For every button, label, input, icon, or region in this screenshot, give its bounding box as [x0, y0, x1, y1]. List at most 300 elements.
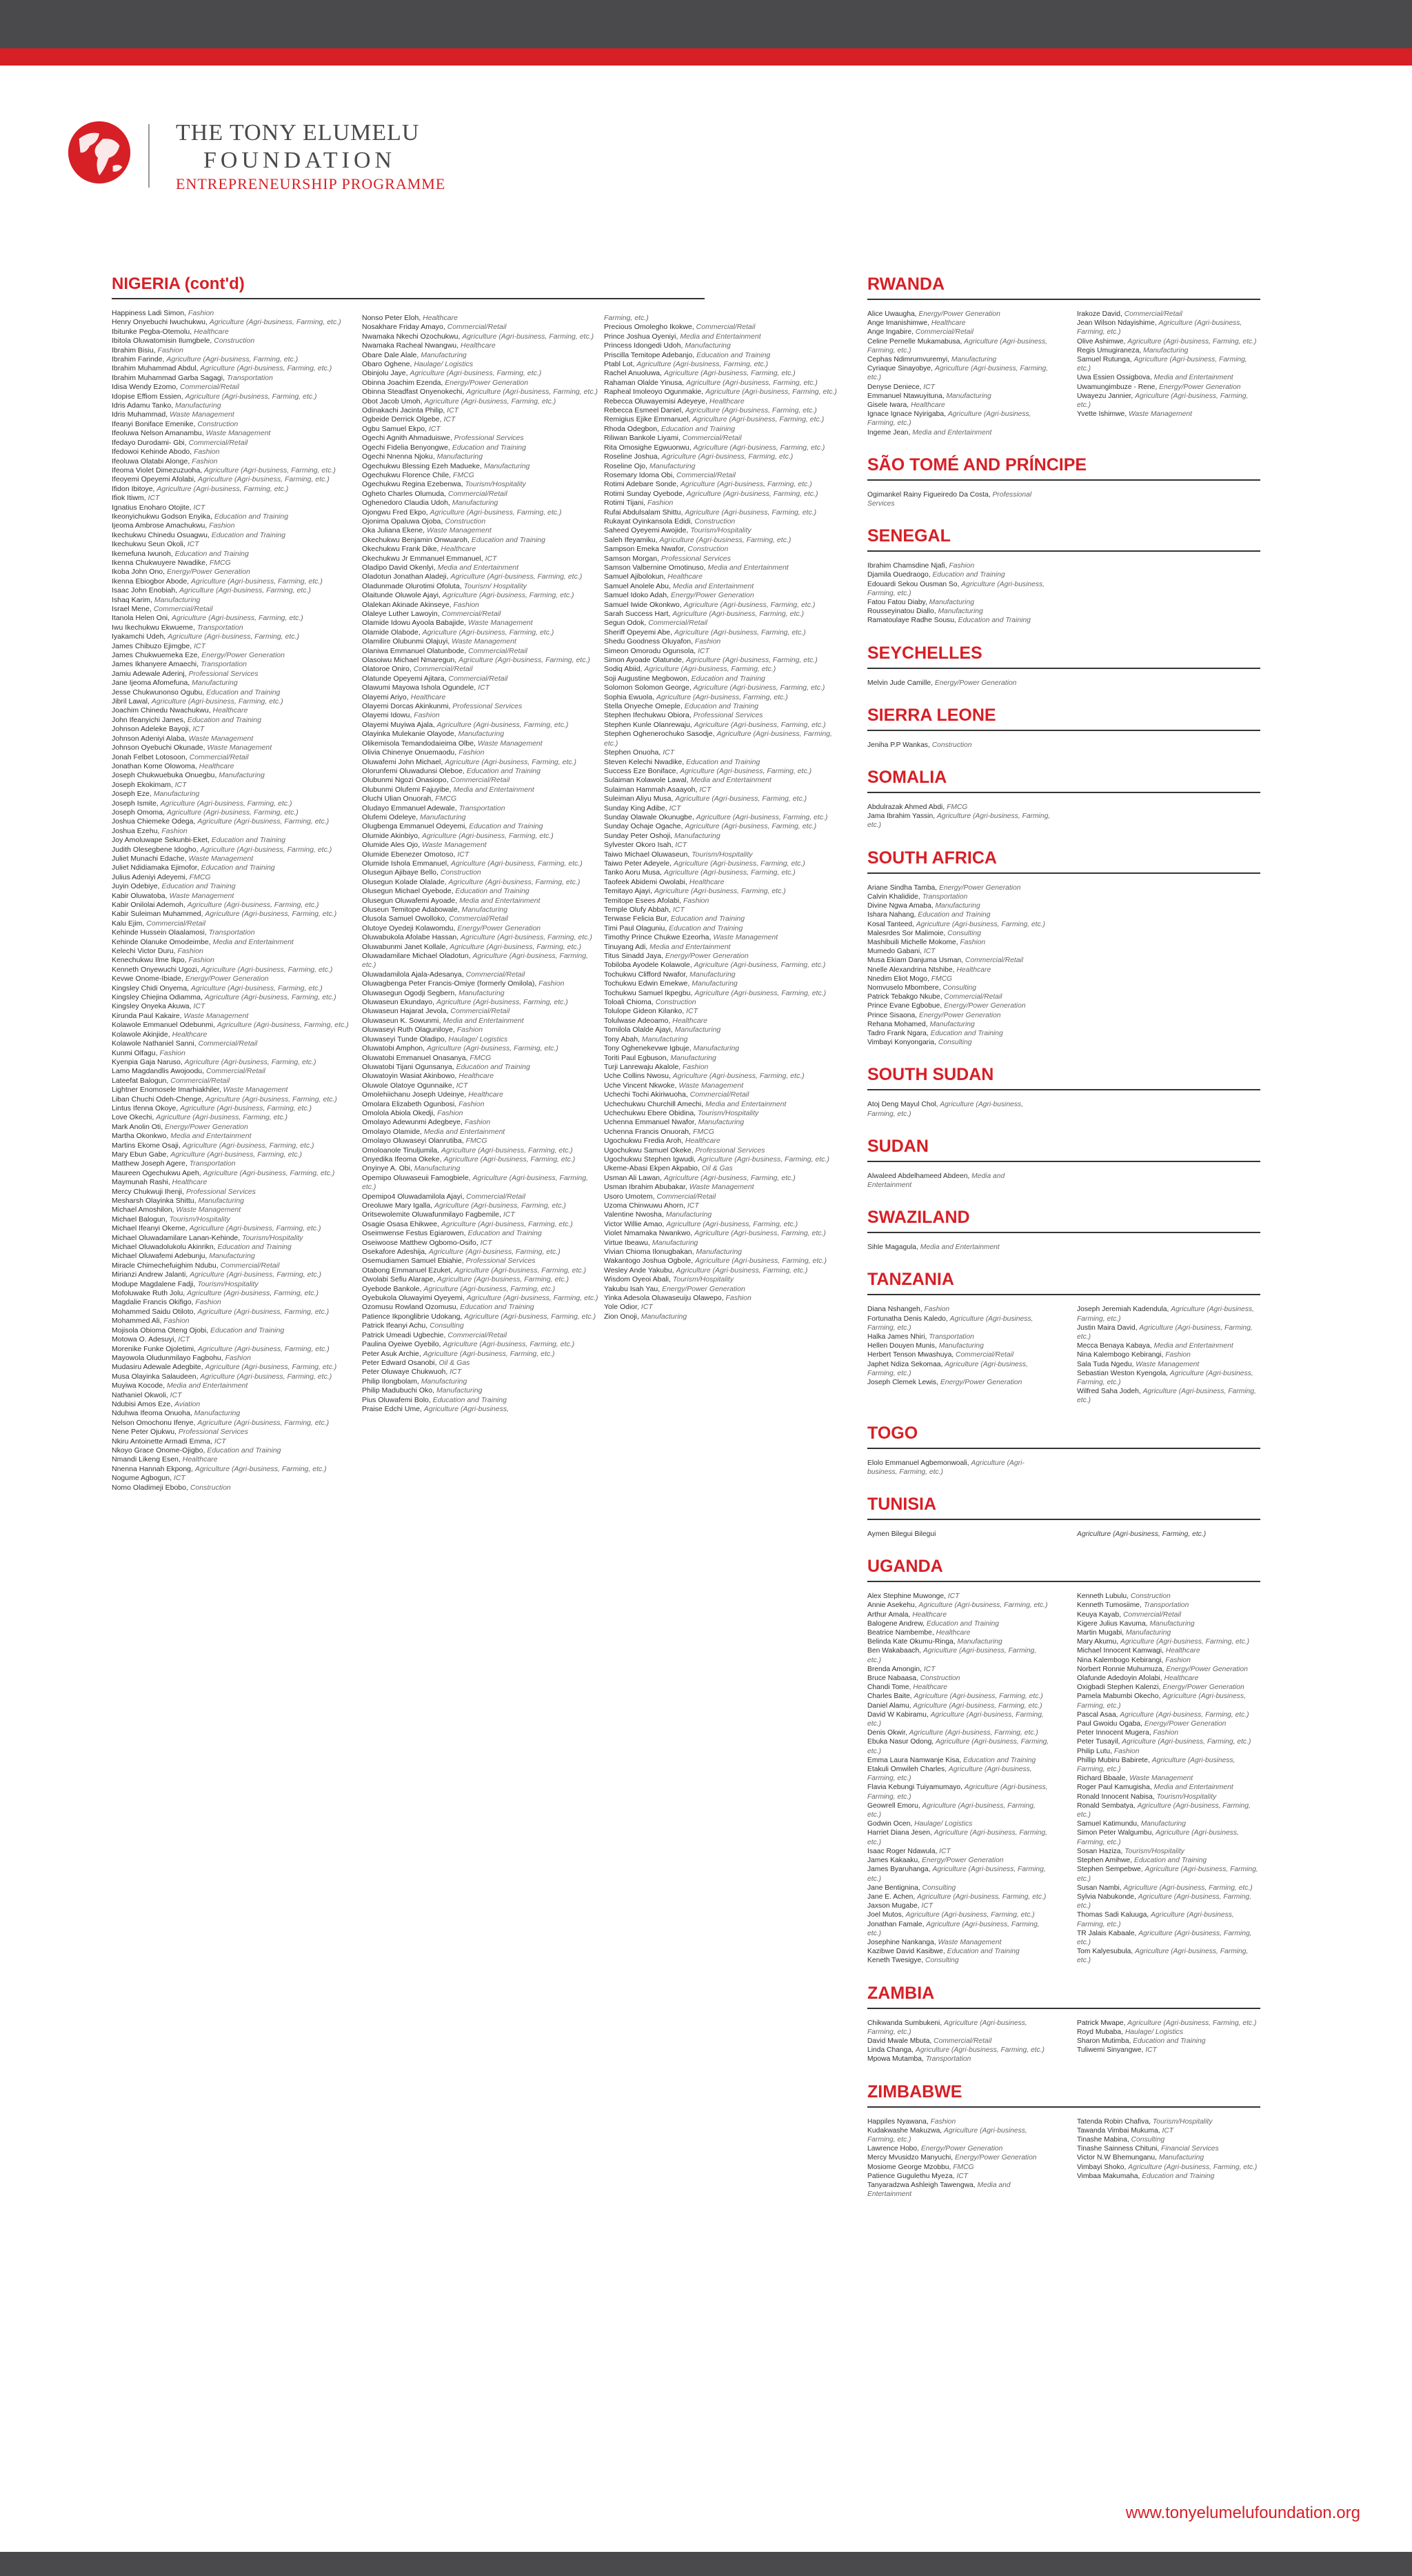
entrant-name: Martha Okonkwo, — [112, 1132, 171, 1141]
entrant-sector: Manufacturing — [698, 1118, 745, 1127]
entrant-item — [362, 1257, 603, 1266]
entrant-name: Obot Jacob Umoh, — [362, 397, 425, 406]
entrant-name: Michael Oluwadolukolu Akinrikn, — [112, 1243, 218, 1252]
entrant-item — [112, 984, 353, 993]
entrant-sector: Agriculture (Agri-business, Farming, etc.) — [676, 1266, 808, 1275]
entrant-item — [604, 758, 845, 767]
entrant-item — [604, 850, 845, 859]
entrant-item — [112, 1437, 353, 1446]
entrant-item — [1077, 1619, 1260, 1628]
entrant-sector: Fashion — [458, 1099, 485, 1108]
entrant-item — [362, 1081, 603, 1090]
entrant-item — [362, 471, 603, 480]
section-rule — [867, 1519, 1260, 1520]
entrant-item — [867, 947, 1051, 956]
entrant-sector: Commercial/Retail — [676, 470, 736, 479]
entrant-item — [362, 351, 603, 360]
entrant-item — [362, 397, 603, 406]
entrant-sector: Waste Management — [207, 743, 272, 752]
entrant-name: Bruce Nabaasa, — [867, 1675, 920, 1683]
entrant-name: Judith Olesegbene Idogho, — [112, 845, 201, 854]
entrant-sector: Manufacturing — [421, 1377, 467, 1386]
entrant-sector: Consulting — [430, 1321, 464, 1330]
entrant-sector: Construction — [440, 868, 481, 877]
entrant-sector: Fashion — [159, 1048, 185, 1057]
entrant-item — [1077, 1828, 1260, 1846]
entrant-sector: Manufacturing — [674, 831, 720, 840]
entrant-sector: Agriculture (Agri-business, Farming, etc.) — [867, 410, 1031, 428]
entrant-item — [112, 1345, 353, 1354]
entrant-name: Brenda Amongin, — [867, 1665, 924, 1673]
entrant-item — [867, 1592, 1051, 1601]
entrant-item — [112, 827, 353, 836]
entrant-item — [362, 637, 603, 646]
entrant-name: Timi Paul Olaguniu, — [604, 923, 669, 932]
entrant-item — [112, 439, 353, 448]
entrant-item — [867, 1938, 1051, 1947]
section-title-togo: TOGO — [867, 1423, 918, 1443]
entrant-item — [362, 1044, 603, 1053]
entrant-name: Ronald Sembatya, — [1077, 1801, 1138, 1810]
entrant-item — [1077, 1847, 1260, 1856]
entrant-sector: Manufacturing — [1140, 1820, 1186, 1828]
entrant-sector: Construction — [694, 517, 736, 526]
entrant-sector: Fashion — [464, 1118, 491, 1127]
entrant-name: Nnenna Hannah Ekpong, — [112, 1464, 195, 1473]
entrant-item — [604, 572, 845, 581]
entrant-sector: Agriculture (Agri-business, Farming, etc.) — [674, 628, 806, 637]
entrant-item — [604, 868, 845, 877]
entrant-name: Johnson Oyebuchi Okunade, — [112, 743, 208, 752]
section-saotome — [867, 455, 1260, 508]
section-title-zambia: ZAMBIA — [867, 1983, 935, 2003]
entrant-name: Idisa Wendy Ezomo, — [112, 383, 181, 392]
entrant-item — [112, 688, 353, 697]
entrant-name: Nomvuselo Mbombere, — [867, 984, 943, 992]
entrant-name: Olive Ashimwe, — [1077, 337, 1128, 346]
entrant-sector: Consulting — [947, 929, 981, 937]
entrant-sector: Agriculture (Agri-business, Farming, etc.) — [694, 961, 826, 970]
section-grid — [867, 1305, 1260, 1405]
entrant-name: Olayemi Dorcas Akinkunmi, — [362, 702, 453, 711]
entrant-sector: Fashion — [924, 1306, 950, 1314]
entrant-sector: Fashion — [209, 521, 235, 530]
entrant-sector: Construction — [1130, 1592, 1171, 1601]
entrant-sector: Education and Training — [432, 1395, 507, 1404]
entrant-sector: Agriculture (Agri-business, Farming, etc.) — [867, 1101, 1024, 1118]
entrant-item — [604, 859, 845, 868]
entrant-sector: Healthcare — [667, 572, 703, 581]
entrant-name: Japhet Ndiza Sekomaa, — [867, 1360, 945, 1368]
entrant-sector: Tourism/Hospitality — [690, 526, 752, 535]
entrant-sector: Agriculture (Agri-business, Farming, etc.) — [666, 1219, 798, 1228]
entrant-sector: Agriculture (Agri-business, Farming, etc.) — [189, 1224, 321, 1233]
entrant-item — [362, 572, 603, 581]
entrant-item — [867, 1728, 1051, 1737]
entrant-name: Justin Maira David, — [1077, 1324, 1140, 1332]
entrant-name: Segun Odok, — [604, 619, 649, 628]
section-rule — [867, 872, 1260, 874]
entrant-name: Kelechi Victor Duru, — [112, 947, 178, 956]
entrant-sector: Fashion — [960, 938, 986, 946]
entrant-name: James Ikhanyere Amaechi, — [112, 660, 201, 669]
entrant-item — [604, 1044, 845, 1053]
entrant-name: Obinna Steadfast Onyenokechi, — [362, 388, 467, 397]
entrant-sector: Agriculture (Agri-business, Farming, etc.) — [197, 1344, 330, 1353]
entrant-item — [362, 1266, 603, 1275]
entrant-sector: Fashion — [414, 711, 440, 720]
entrant-name: Lintus Ifenna Okoye, — [112, 1104, 181, 1112]
entrant-item — [112, 808, 353, 817]
entrant-item — [1077, 1756, 1260, 1774]
entrant-name: Nina Kalembogo Kebirangi, — [1077, 1656, 1166, 1664]
entrant-name: Usoro Umotem, — [604, 1192, 657, 1201]
entrant-sector: Energy/Power Generation — [457, 923, 541, 932]
entrant-item — [112, 568, 353, 577]
section-grid — [867, 1459, 1260, 1477]
entrant-name: Olafunde Adedoyin Afolabi, — [1077, 1675, 1164, 1683]
entrant-item — [362, 591, 603, 600]
entrant-name: Taiwo Peter Adeyele, — [604, 859, 674, 868]
entrant-name: Saheed Oyeyemi Awojide, — [604, 526, 691, 535]
entrant-item — [112, 735, 353, 743]
website-url[interactable]: www.tonyelumelufoundation.org — [1125, 2504, 1360, 2522]
entrant-item — [362, 1239, 603, 1248]
entrant-sector: Manufacturing — [153, 790, 200, 799]
entrant-name: Maureen Ogechukwu Apeh, — [112, 1168, 203, 1177]
bottom-banner — [0, 2552, 1412, 2576]
entrant-sector: Manufacturing — [938, 608, 983, 616]
section-title-zimbabwe: ZIMBABWE — [867, 2081, 962, 2101]
entrant-item — [362, 933, 603, 942]
entrant-name: Obinjolu Jaye, — [362, 369, 410, 378]
entrant-name: Rotimi Sunday Oyebode, — [604, 489, 687, 498]
entrant-item — [112, 1428, 353, 1437]
entrant-sector: Commercial/Retail — [448, 674, 508, 683]
entrant-name: Tadro Frank Ngara, — [867, 1029, 931, 1037]
entrant-sector: ICT — [503, 1210, 515, 1219]
entrant-item — [604, 989, 845, 998]
entrant-item — [867, 1305, 1051, 1314]
section-sudan — [867, 1137, 1260, 1190]
entrant-name: Simon Ayoade Olatunde, — [604, 656, 686, 665]
entrant-sector: Agriculture (Agri-business, Farming, etc.) — [445, 757, 577, 766]
section-zimbabwe — [867, 2082, 1260, 2199]
entrant-sector: ICT — [939, 1847, 951, 1855]
entrant-item — [867, 679, 1051, 688]
entrant-name: Nnedim Eliot Mogo, — [867, 975, 931, 983]
section-title-uganda: UGANDA — [867, 1557, 943, 1577]
entrant-item — [362, 693, 603, 702]
entrant-item — [867, 392, 1051, 401]
entrant-name: Ebuka Nasur Odong, — [867, 1738, 936, 1746]
entrant-name: Uchechi Tochi Akiriwuoha, — [604, 1090, 690, 1099]
entrant-item — [604, 822, 845, 831]
entrant-item — [362, 1137, 603, 1146]
entrant-item — [604, 1137, 845, 1146]
entrant-item — [604, 795, 845, 803]
entrant-sector: Commercial/Retail — [189, 752, 249, 761]
entrant-item — [604, 1109, 845, 1118]
entrant-sector: Manufacturing — [421, 350, 467, 359]
entrant-list-left — [867, 1243, 1051, 1252]
entrant-sector: Agriculture (Agri-business, Farming, etc.) — [659, 535, 791, 544]
entrant-name: Thomas Sadi Kaluuga, — [1077, 1911, 1151, 1919]
entrant-sector: Commercial/Retail — [153, 605, 213, 613]
logo-subtitle: ENTREPRENEURSHIP PROGRAMME — [176, 175, 446, 192]
section-rule — [867, 668, 1260, 669]
entrant-item — [867, 803, 1051, 812]
entrant-name: Ikeonyichukwu Godson Enyika, — [112, 512, 214, 521]
entrant-item — [604, 933, 845, 942]
entrant-item — [112, 910, 353, 919]
entrant-sector: Agriculture (Agri-business, Farming, etc.) — [461, 933, 592, 942]
entrant-name: Joseph Chukwuebuka Onuegbu, — [112, 771, 219, 780]
entrant-sector: Agriculture (Agri-business, Farming, etc.) — [1077, 392, 1249, 410]
entrant-sector: Agriculture (Agri-business, Farming, etc.) — [437, 1275, 569, 1284]
entrant-item — [604, 323, 845, 332]
entrant-name: Jean Wilson Ndayishime, — [1077, 319, 1159, 328]
entrant-name: Uwayezu Jannier, — [1077, 392, 1136, 400]
entrant-name: Philip Lutu, — [1077, 1747, 1114, 1755]
entrant-sector: Media and Entertainment — [453, 785, 534, 794]
entrant-name: Omoloanole Tinuljumila, — [362, 1146, 441, 1155]
entrant-name: Ogbu Samuel Ekpo, — [362, 424, 429, 433]
entrant-item — [604, 1164, 845, 1173]
entrant-list-right — [1077, 2117, 1260, 2199]
entrant-item — [1077, 1747, 1260, 1756]
entrant-name: Patience Gugulethu Myeza, — [867, 2172, 957, 2180]
entrant-name: Annie Asekehu, — [867, 1601, 919, 1610]
entrant-sector: Agriculture (Agri-business, Farming, etc.) — [426, 1044, 558, 1053]
entrant-item — [362, 1368, 603, 1377]
entrant-item — [1077, 346, 1260, 355]
entrant-name: Oreoluwe Mary Igalla, — [362, 1201, 435, 1210]
entrant-item — [1077, 1610, 1260, 1619]
entrant-item — [362, 1109, 603, 1118]
entrant-name: Ikemefuna Iwunoh, — [112, 549, 175, 558]
entrant-item — [604, 1220, 845, 1229]
entrant-name: Oluwaseyi Ruth Olaguniloye, — [362, 1026, 457, 1035]
entrant-sector: Education and Training — [1142, 2172, 1215, 2180]
entrant-item — [867, 2172, 1051, 2181]
entrant-sector: ICT — [447, 406, 459, 415]
entrant-name: Ogechi Nnenna Njoku, — [362, 452, 437, 461]
entrant-sector: Healthcare — [936, 1629, 971, 1637]
entrant-name: Denis Okwir, — [867, 1729, 909, 1737]
entrant-item — [362, 1275, 603, 1284]
entrant-item — [112, 1465, 353, 1474]
entrant-sector: Agriculture (Agri-business, Farming, etc.) — [190, 984, 323, 992]
entrant-sector: Media and Entertainment — [920, 1244, 1000, 1252]
entrant-list-right — [1077, 679, 1260, 688]
entrant-sector: Energy/Power Generation — [939, 883, 1021, 892]
entrant-name: Kosal Tanteed, — [867, 920, 916, 928]
entrant-name: Kudakwashe Makuzwa, — [867, 2126, 945, 2135]
entrant-item — [867, 1619, 1051, 1628]
entrant-item — [362, 499, 603, 508]
entrant-list-left — [867, 1592, 1051, 1965]
entrant-name: Joseph Omoma, — [112, 808, 167, 817]
entrant-sector: Education and Training — [1133, 2037, 1206, 2045]
entrant-item — [112, 846, 353, 855]
entrant-name: Oluwatobi Tijani Ogunsanya, — [362, 1062, 456, 1071]
entrant-item — [867, 1315, 1051, 1332]
entrant-sector: Fashion — [188, 309, 214, 317]
entrant-list-right — [1077, 561, 1260, 625]
entrant-sector: Oil & Gas — [438, 1358, 470, 1367]
entrant-sector: Fashion — [949, 562, 975, 570]
entrant-sector: Agriculture (Agri-business, Farming, etc.) — [694, 1229, 826, 1238]
entrant-item — [362, 979, 603, 988]
entrant-item — [867, 1530, 1051, 1539]
entrant-item — [604, 924, 845, 933]
entrant-sector: Energy/Power Generation — [944, 1002, 1026, 1010]
entrant-sector: Tourism/Hospitality — [169, 1215, 230, 1224]
entrant-item — [362, 924, 603, 933]
entrant-sector: Manufacturing — [194, 1409, 241, 1418]
entrant-name: Uchenna Emmanuel Nwafor, — [604, 1118, 698, 1127]
entrant-name: Regis Umugiraneza, — [1077, 346, 1144, 355]
entrant-item — [867, 1332, 1051, 1341]
entrant-name: Oladunmade Olurotimi Ofoluta, — [362, 581, 464, 590]
entrant-item — [1077, 2172, 1260, 2181]
entrant-sector: Media and Entertainment — [690, 776, 771, 785]
entrant-sector: Agriculture (Agri-business, Farming, etc.) — [168, 632, 299, 641]
entrant-sector: ICT — [699, 785, 712, 794]
logo-divider — [148, 124, 150, 188]
entrant-sector: FMCG — [470, 1053, 492, 1062]
entrant-name: Nnelle Alexandrina Ntshibe, — [867, 966, 957, 974]
entrant-sector: Manufacturing — [452, 499, 498, 508]
entrant-name: Tochukwu Edwin Emekwe, — [604, 979, 692, 988]
entrant-item — [1077, 392, 1260, 410]
entrant-sector: Fashion — [1153, 1729, 1179, 1737]
entrant-name: Steven Kelechi Nwadike, — [604, 757, 687, 766]
entrant-sector: Energy/Power Generation — [201, 651, 285, 660]
entrant-name: Mayowola Oludunmilayo Fagbohu, — [112, 1353, 225, 1362]
section-title-senegal: SENEGAL — [867, 526, 951, 546]
entrant-name: Titus Sinadd Jaya, — [604, 952, 665, 961]
entrant-sector: Agriculture (Agri-business, Farming, etc.) — [867, 812, 1051, 830]
entrant-name: Hellen Douyen Munis, — [867, 1342, 939, 1350]
entrant-name: Abdulrazak Ahmed Abdi, — [867, 803, 947, 812]
entrant-item — [362, 822, 603, 831]
entrant-name: Morenike Funke Ojoletimi, — [112, 1344, 198, 1353]
entrant-item — [362, 480, 603, 489]
entrant-list-left — [867, 2117, 1051, 2199]
entrant-name: Ogechukwu Florence Chile, — [362, 470, 453, 479]
entrant-item — [112, 614, 353, 623]
entrant-name: Terwase Felicia Bur, — [604, 915, 671, 923]
entrant-item — [867, 1001, 1051, 1010]
entrant-name: Olutoye Oyedeji Kolawomdu, — [362, 923, 458, 932]
entrant-sector: Agriculture (Agri-business, Farming, etc.) — [654, 887, 786, 896]
entrant-sector: Oil & Gas — [701, 1164, 733, 1173]
entrant-item — [867, 1865, 1051, 1883]
entrant-name: Ikoba John Ono, — [112, 568, 167, 577]
entrant-name: Kyenpia Gaja Naruso, — [112, 1057, 185, 1066]
entrant-name: David Mwale Mbuta, — [867, 2037, 934, 2045]
entrant-sector: Professional Services — [178, 1428, 248, 1437]
entrant-name: Rapheal Imoleoyo Ogunmakie, — [604, 388, 706, 397]
entrant-name: Fortunatha Denis Kaledo, — [867, 1315, 950, 1323]
entrant-item — [604, 526, 845, 535]
entrant-name: Oluwatobi Amphon, — [362, 1044, 427, 1053]
entrant-name: Oluwatobi Emmanuel Onasanya, — [362, 1053, 470, 1062]
entrant-sector: Manufacturing — [696, 1248, 743, 1257]
entrant-item — [112, 651, 353, 660]
entrant-list-left — [867, 1459, 1051, 1477]
entrant-sector: Energy/Power Generation — [934, 679, 1017, 687]
entrant-sector: Tourism/Hospitality — [242, 1233, 303, 1242]
entrant-sector: Fashion — [456, 1026, 483, 1035]
entrant-sector: Agriculture (Agri-business, Farming, etc.) — [466, 1294, 598, 1303]
entrant-item — [362, 665, 603, 674]
entrant-name: Lateefat Balogun, — [112, 1076, 171, 1085]
entrant-sector: Agriculture (Agri-business, Farming, etc.) — [867, 1459, 1025, 1476]
entrant-name: Ugochukwu Stephen Igwudi, — [604, 1155, 698, 1164]
entrant-item — [112, 1188, 353, 1197]
entrant-sector: Agriculture (Agri-business, Farming, etc.) — [434, 1201, 566, 1210]
entrant-list-left — [867, 1100, 1051, 1118]
entrant-sector: Media and Entertainment — [1153, 1784, 1233, 1792]
entrant-name: Joseph Ismite, — [112, 799, 161, 808]
entrant-item — [867, 1360, 1051, 1378]
entrant-sector: Manufacturing — [458, 730, 505, 739]
section-rule — [867, 730, 1260, 731]
entrant-item — [867, 2153, 1051, 2162]
entrant-name: Olayinka Mulekanie Olayode, — [362, 730, 458, 739]
entrant-item — [604, 480, 845, 489]
entrant-name: Wisdom Oyeoi Abali, — [604, 1275, 673, 1284]
entrant-sector: Waste Management — [713, 933, 778, 942]
entrant-sector: Education and Training — [930, 1029, 1003, 1037]
entrant-item — [112, 799, 353, 808]
entrant-sector: Agriculture (Agri-business, — [423, 1404, 510, 1413]
entrant-name: Mirianzi Andrew Jalanti, — [112, 1270, 190, 1279]
entrant-name: Rotimi Adebare Sonde, — [604, 480, 680, 489]
entrant-item — [867, 1856, 1051, 1865]
entrant-name: Simeon Omorodu Ogunsola, — [604, 646, 698, 655]
entrant-sector: Agriculture (Agri-business, Farming, etc.) — [1120, 1710, 1249, 1719]
entrant-item — [112, 882, 353, 891]
entrant-item — [112, 1326, 353, 1335]
entrant-item — [1077, 2163, 1260, 2172]
entrant-name: Oluwafemi John Michael, — [362, 757, 445, 766]
section-title-somalia: SOMALIA — [867, 768, 947, 788]
entrant-name: Ange Ingabire, — [867, 328, 916, 337]
entrant-sector: Energy/Power Generation — [921, 1857, 1004, 1865]
entrant-item — [1077, 2028, 1260, 2037]
entrant-sector: Healthcare — [1164, 1675, 1199, 1683]
entrant-item — [867, 1765, 1051, 1783]
entrant-sector: Waste Management — [678, 1081, 744, 1090]
entrant-name: Mark Anolin Oti, — [112, 1122, 165, 1131]
entrant-name: Samson Morgan, — [604, 554, 661, 563]
entrant-item — [604, 452, 845, 461]
entrant-item — [867, 561, 1051, 570]
entrant-name: Uche Collins Nwosu, — [604, 1072, 673, 1081]
entrant-item — [362, 1377, 603, 1386]
entrant-sector: Commercial/Retail — [696, 323, 756, 332]
entrant-name: Sampson Emeka Nwafor, — [604, 545, 688, 554]
entrant-item — [112, 706, 353, 715]
entrant-sector: Agriculture (Agri-business, Farming, etc.) — [184, 1057, 316, 1066]
entrant-name: Tom Kalyesubula, — [1077, 1948, 1136, 1956]
entrant-sector: Fashion — [192, 457, 218, 466]
entrant-name: Roger Paul Kamugisha, — [1077, 1784, 1154, 1792]
